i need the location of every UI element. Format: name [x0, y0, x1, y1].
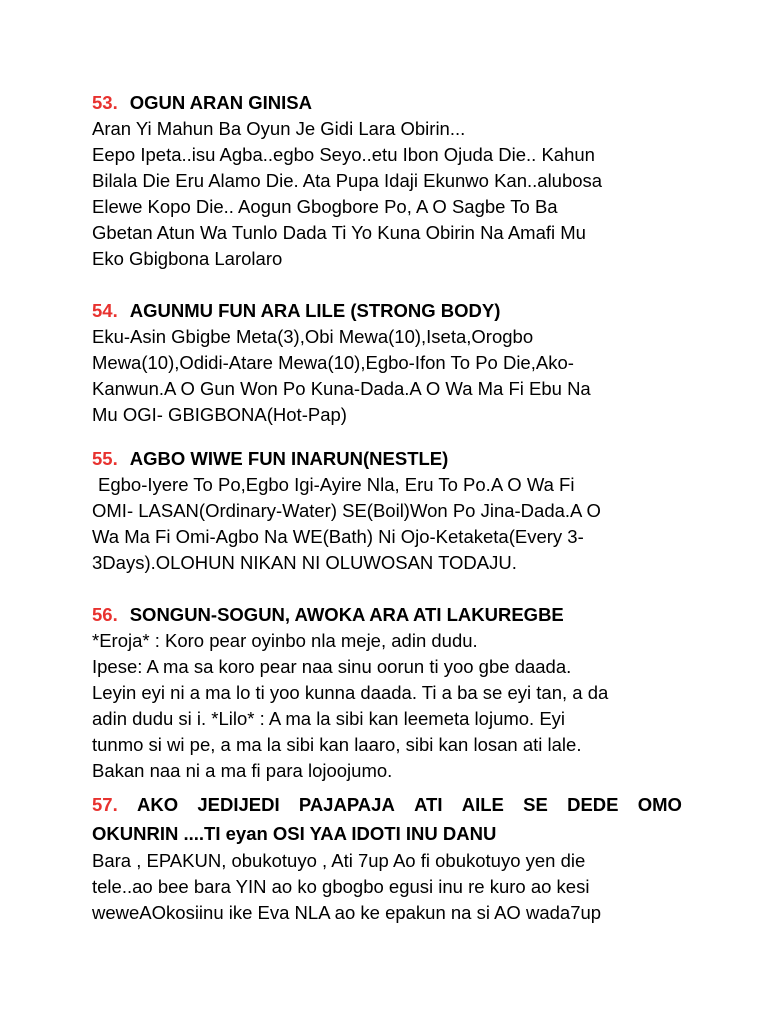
body-line: Ipese: A ma sa koro pear naa sinu oorun ti yoo gbe daada.: [92, 656, 572, 677]
heading-word: SE: [523, 794, 548, 815]
heading-word: AILE: [461, 794, 504, 815]
section-heading: [92, 298, 682, 324]
section-title-continued: OKUNRIN ....TI eyan OSI YAA IDOTI INU DANU: [92, 823, 497, 844]
body-line: Mu OGI- GBIGBONA(Hot-Pap): [92, 404, 347, 425]
body-line: weweAOkosiinu ike Eva NLA ao ke epakun na si AO wada7up: [92, 902, 602, 923]
body-line: OMI- LASAN(Ordinary-Water) SE(Boil)Won Po Jina-Dada.A O: [92, 500, 601, 521]
section-heading: [92, 446, 682, 472]
section-title: SONGUN-SOGUN, AWOKA ARA ATI LAKUREGBE: [129, 604, 564, 625]
section-56: [92, 602, 682, 784]
body-line: Elewe Kopo Die.. Aogun Gbogbore Po, A O Sagbe To Ba: [92, 196, 558, 217]
heading-word: PAJAPAJA: [298, 794, 395, 815]
body-line: Aran Yi Mahun Ba Oyun Je Gidi Lara Obirin...: [92, 118, 466, 139]
section-title: AGBO WIWE FUN INARUN(NESTLE): [129, 448, 449, 469]
body-line: Bilala Die Eru Alamo Die. Ata Pupa Idaji Ekunwo Kan..alubosa: [92, 170, 603, 191]
section-53: [92, 90, 682, 272]
section-title: AGUNMU FUN ARA LILE (STRONG BODY): [129, 300, 501, 321]
body-line: Eku-Asin Gbigbe Meta(3),Obi Mewa(10),Iseta,Orogbo: [92, 326, 534, 347]
body-line: Bara , EPAKUN, obukotuyo , Ati 7up Ao fi obukotuyo yen die: [92, 850, 586, 871]
body-line: tunmo si wi pe, a ma la sibi kan laaro, sibi kan losan ati lale.: [92, 734, 582, 755]
body-line: adin dudu si i. *Lilo* : A ma la sibi kan leemeta lojumo. Eyi: [92, 708, 566, 729]
section-number: 57.: [92, 794, 118, 815]
section-number: 54.: [92, 300, 118, 321]
section-heading: [92, 90, 682, 116]
body-line: *Eroja* : Koro pear oyinbo nla meje, adin dudu.: [92, 630, 478, 651]
section-title: OGUN ARAN GINISA: [129, 92, 312, 113]
section-number: 56.: [92, 604, 118, 625]
body-line: Leyin eyi ni a ma lo ti yoo kunna daada. Ti a ba se eyi tan, a da: [92, 682, 609, 703]
section-heading: [92, 790, 682, 820]
body-line: Eepo Ipeta..isu Agba..egbo Seyo..etu Ibon Ojuda Die.. Kahun: [92, 144, 595, 165]
body-line: Egbo-Iyere To Po,Egbo Igi-Ayire Nla, Eru To Po.A O Wa Fi: [98, 474, 575, 495]
body-line: 3Days).OLOHUN NIKAN NI OLUWOSAN TODAJU.: [92, 552, 517, 573]
body-line: Bakan naa ni a ma fi para lojoojumo.: [92, 760, 393, 781]
section-57: [92, 790, 682, 926]
body-line: tele..ao bee bara YIN ao ko gbogbo egusi inu re kuro ao kesi: [92, 876, 590, 897]
document-page: [92, 90, 682, 926]
section-55: [92, 446, 682, 576]
body-line: Wa Ma Fi Omi-Agbo Na WE(Bath) Ni Ojo-Ketaketa(Every 3-: [92, 526, 584, 547]
section-54: [92, 298, 682, 428]
body-line: Kanwun.A O Gun Won Po Kuna-Dada.A O Wa Ma Fi Ebu Na: [92, 378, 591, 399]
body-line: Mewa(10),Odidi-Atare Mewa(10),Egbo-Ifon To Po Die,Ako-: [92, 352, 574, 373]
heading-word: ATI: [414, 794, 443, 815]
heading-word: OMO: [637, 794, 682, 815]
body-line: Eko Gbigbona Larolaro: [92, 248, 283, 269]
heading-word: AKO: [136, 794, 179, 815]
heading-word: JEDIJEDI: [197, 794, 280, 815]
heading-word: DEDE: [567, 794, 619, 815]
body-line: Gbetan Atun Wa Tunlo Dada Ti Yo Kuna Obirin Na Amafi Mu: [92, 222, 586, 243]
section-number: 55.: [92, 448, 118, 469]
section-number: 53.: [92, 92, 118, 113]
section-heading: [92, 602, 682, 628]
